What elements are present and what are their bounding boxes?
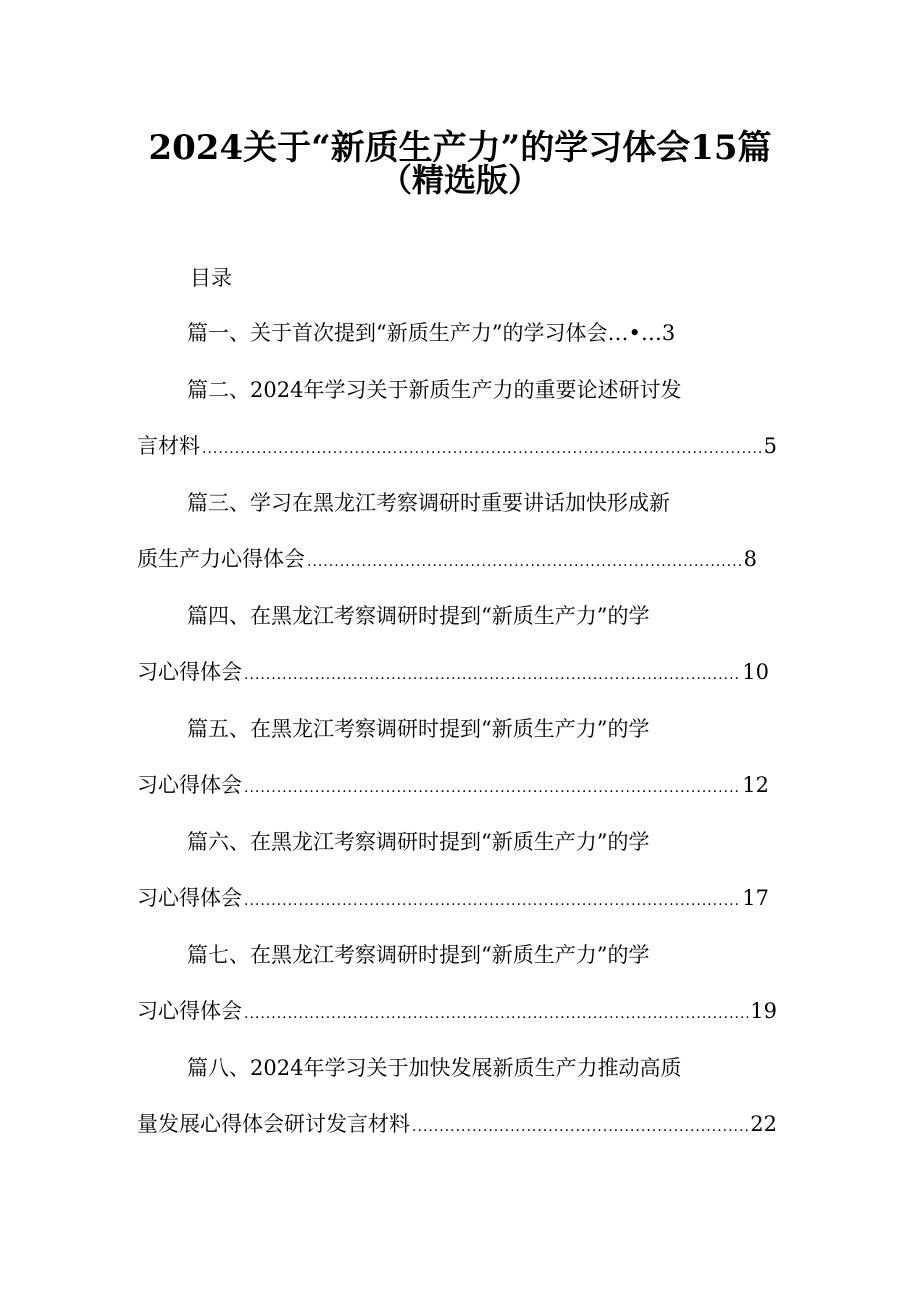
toc-leader-dots: [412, 1112, 748, 1142]
toc-entry-3-line1[interactable]: 篇三、学习在黑龙江考察调研时重要讲话加快形成新: [187, 491, 670, 515]
document-title: 2024关于“新质生产力”的学习体会15篇: [148, 128, 772, 168]
toc-leader-dots: [244, 773, 740, 803]
toc-entry-4-text: 习心得体会: [137, 660, 242, 684]
toc-entry-5-line2[interactable]: [137, 770, 769, 803]
toc-entry-8-text: 量发展心得体会研讨发言材料: [137, 1112, 410, 1136]
toc-entry-1[interactable]: 篇一、关于首次提到“新质生产力”的学习体会…•…3: [187, 321, 676, 345]
toc-heading: 目录: [190, 266, 232, 290]
toc-entry-2-text: 言材料: [137, 434, 200, 458]
toc-entry-2-line1[interactable]: 篇二、2024年学习关于新质生产力的重要论述研讨发: [187, 378, 682, 402]
toc-entry-5-page: 12: [742, 773, 769, 797]
toc-entry-5-line1[interactable]: 篇五、在黑龙江考察调研时提到“新质生产力”的学: [187, 717, 650, 741]
toc-entry-2-line2[interactable]: [137, 431, 777, 464]
toc-entry-7-page: 19: [750, 999, 777, 1023]
toc-leader-dots: [307, 547, 742, 577]
toc-entry-8-line2[interactable]: [137, 1109, 777, 1142]
toc-entry-7-line1[interactable]: 篇七、在黑龙江考察调研时提到“新质生产力”的学: [187, 943, 650, 967]
toc-entry-5-text: 习心得体会: [137, 773, 242, 797]
toc-entry-6-text: 习心得体会: [137, 886, 242, 910]
toc-leader-dots: [244, 660, 740, 690]
toc-entry-3-text: 质生产力心得体会: [137, 547, 305, 571]
toc-entry-7-line2[interactable]: [137, 996, 777, 1029]
toc-entry-6-line1[interactable]: 篇六、在黑龙江考察调研时提到“新质生产力”的学: [187, 830, 650, 854]
toc-entry-6-page: 17: [742, 886, 769, 910]
toc-entry-3-line2[interactable]: [137, 544, 757, 577]
toc-entry-4-line2[interactable]: [137, 657, 769, 690]
toc-entry-8-page: 22: [750, 1112, 777, 1136]
toc-entry-8-line1[interactable]: 篇八、2024年学习关于加快发展新质生产力推动高质: [187, 1056, 682, 1080]
toc-entry-3-page: 8: [743, 547, 757, 571]
toc-leader-dots: [244, 999, 748, 1029]
toc-entry-6-line2[interactable]: [137, 883, 769, 916]
toc-entry-4-line1[interactable]: 篇四、在黑龙江考察调研时提到“新质生产力”的学: [187, 604, 650, 628]
toc-entry-4-page: 10: [742, 660, 769, 684]
toc-leader-dots: [244, 886, 740, 916]
document-subtitle: （精选版）: [379, 161, 540, 199]
toc-leader-dots: [202, 434, 762, 464]
toc-entry-7-text: 习心得体会: [137, 999, 242, 1023]
toc-entry-2-page: 5: [763, 434, 777, 458]
